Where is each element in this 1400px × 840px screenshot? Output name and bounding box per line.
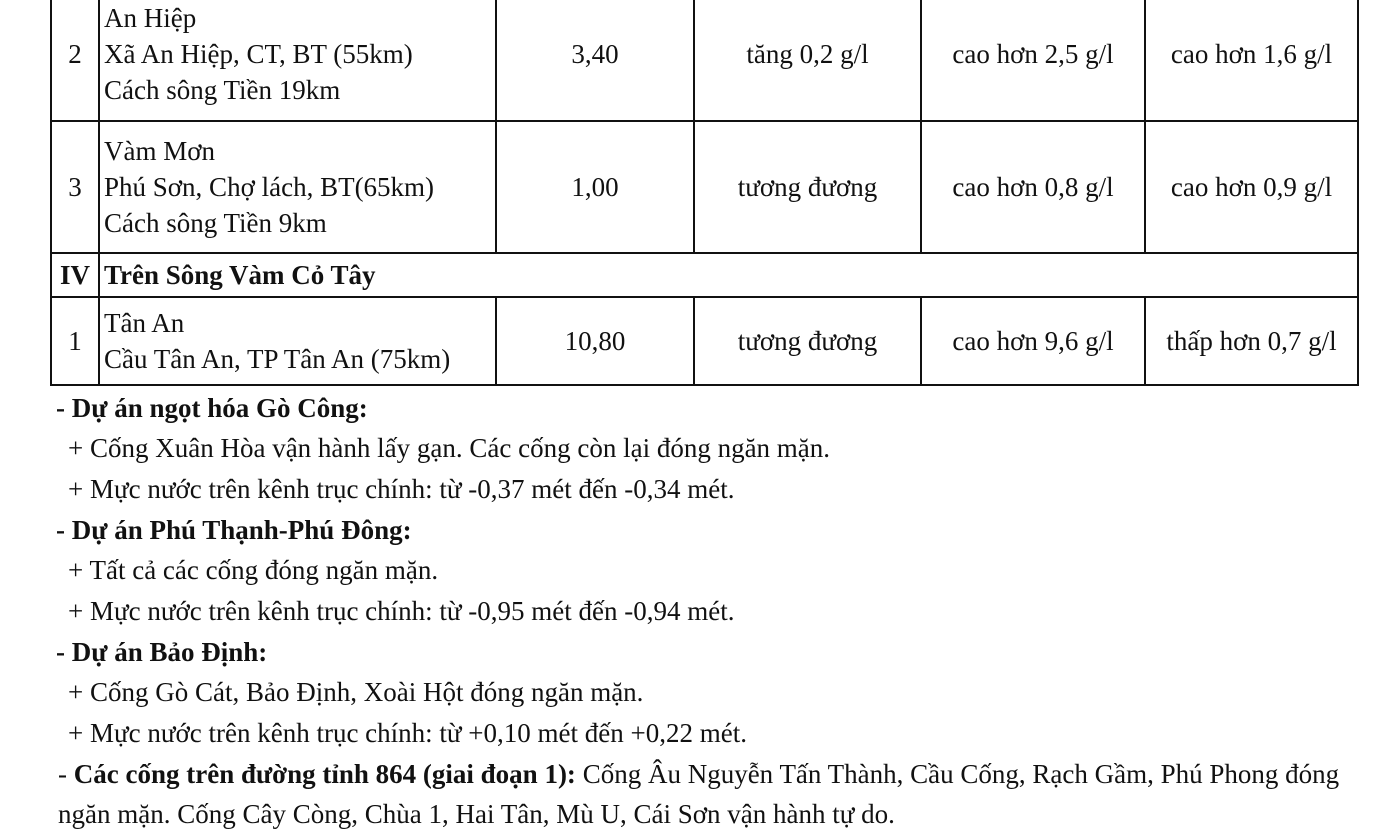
- row-number: 3: [51, 121, 99, 253]
- salinity-value: 3,40: [496, 0, 694, 121]
- project-item: + Cống Gò Cát, Bảo Định, Xoài Hột đóng ngăn mặn.: [68, 677, 644, 707]
- station-address: Cầu Tân An, TP Tân An (75km): [104, 344, 451, 374]
- section-number: IV: [51, 253, 99, 297]
- compare-prev-year: cao hơn 0,9 g/l: [1145, 121, 1358, 253]
- location-cell: [99, 121, 496, 253]
- compare-prev-year: thấp hơn 0,7 g/l: [1145, 297, 1358, 385]
- row-number: 2: [51, 0, 99, 121]
- salinity-value: 10,80: [496, 297, 694, 385]
- project-item: + Tất cả các cống đóng ngăn mặn.: [68, 555, 439, 585]
- compare-average: cao hơn 0,8 g/l: [921, 121, 1145, 253]
- station-distance: Cách sông Tiền 9km: [104, 208, 327, 238]
- salinity-value: 1,00: [496, 121, 694, 253]
- final-paragraph: [56, 754, 1356, 834]
- compare-prev-day: tăng 0,2 g/l: [694, 0, 921, 121]
- project-item: + Mực nước trên kênh trục chính: từ -0,37 mét đến -0,34 mét.: [68, 474, 735, 504]
- project-title: - Dự án Phú Thạnh-Phú Đông:: [56, 515, 412, 545]
- station-name: Vàm Mơn: [104, 136, 216, 166]
- project-item: + Mực nước trên kênh trục chính: từ -0,95 mét đến -0,94 mét.: [68, 596, 735, 626]
- section-title: Trên Sông Vàm Cỏ Tây: [99, 253, 1358, 297]
- project-title: - Dự án ngọt hóa Gò Công:: [56, 393, 368, 423]
- station-name: Tân An: [104, 308, 185, 338]
- station-address: Phú Sơn, Chợ lách, BT(65km): [104, 172, 435, 202]
- compare-average: cao hơn 9,6 g/l: [921, 297, 1145, 385]
- row-number: 1: [51, 297, 99, 385]
- table-row: [51, 121, 1358, 253]
- final-paragraph-text: Cống Âu Nguyễn Tấn Thành, Cầu Cống, Rạch Gầm, Phú Phong đóng ngăn mặn. Cống Cây Còng, Chùa 1, Hai Tân, Mù U, Cái Sơn vận hành tự do.: [58, 759, 1340, 829]
- location-cell: [99, 0, 496, 121]
- table-row: [51, 0, 1358, 121]
- project-item: + Cống Xuân Hòa vận hành lấy gạn. Các cống còn lại đóng ngăn mặn.: [68, 433, 831, 463]
- compare-prev-year: cao hơn 1,6 g/l: [1145, 0, 1358, 121]
- location-cell: [99, 297, 496, 385]
- final-paragraph-prefix: -: [58, 759, 74, 789]
- table-section-row: [51, 253, 1358, 297]
- compare-prev-day: tương đương: [694, 121, 921, 253]
- station-address: Xã An Hiệp, CT, BT (55km): [104, 39, 413, 69]
- project-title: - Dự án Bảo Định:: [56, 637, 268, 667]
- project-notes: [56, 388, 1356, 834]
- compare-average: cao hơn 2,5 g/l: [921, 0, 1145, 121]
- station-name: An Hiệp: [104, 3, 197, 33]
- station-distance: Cách sông Tiền 19km: [104, 75, 341, 105]
- compare-prev-day: tương đương: [694, 297, 921, 385]
- salinity-table: [50, 0, 1359, 386]
- final-paragraph-heading: Các cống trên đường tỉnh 864 (giai đoạn 1):: [73, 759, 576, 789]
- project-item: + Mực nước trên kênh trục chính: từ +0,10 mét đến +0,22 mét.: [68, 718, 747, 748]
- table-row: [51, 297, 1358, 385]
